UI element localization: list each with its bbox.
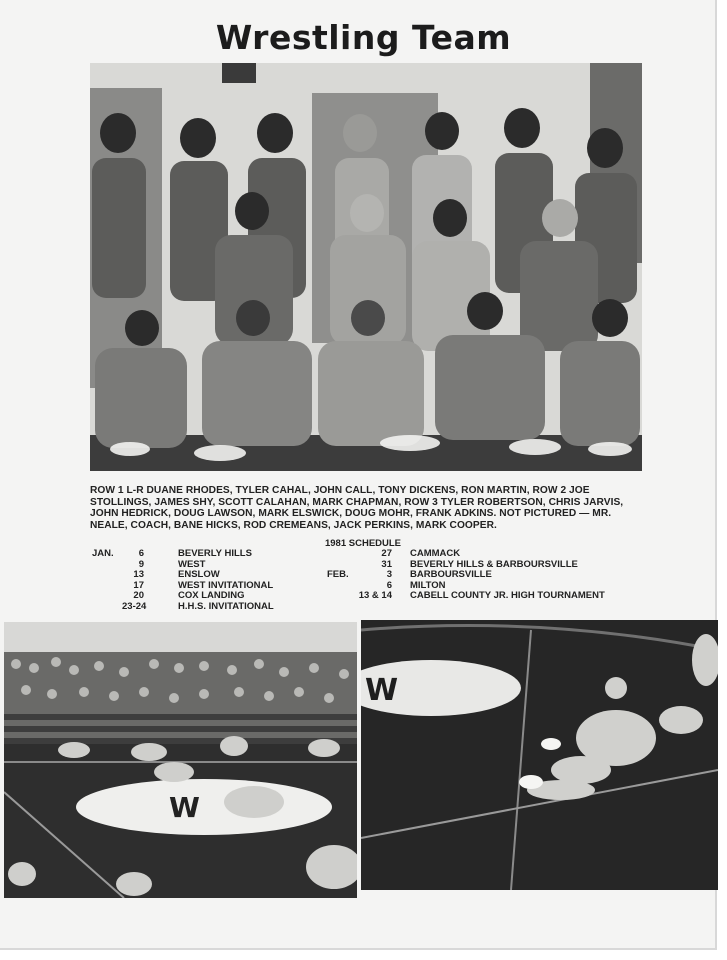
schedule-row <box>322 591 622 602</box>
schedule-day: 20 <box>133 590 144 602</box>
schedule-opponent: BEVERLY HILLS <box>178 548 252 559</box>
schedule-opponent: H.H.S. INVITATIONAL <box>178 600 274 612</box>
schedule-day: 9 <box>138 558 144 570</box>
schedule-row <box>92 602 312 613</box>
schedule-title: 1981 SCHEDULE <box>324 538 402 549</box>
page-title: Wrestling Team <box>215 18 512 57</box>
schedule-month: FEB. <box>327 569 349 581</box>
schedule-opponent: ENSLOW <box>178 569 220 581</box>
schedule-opponent: COX LANDING <box>178 590 245 602</box>
schedule-opponent: MILTON <box>410 579 446 591</box>
schedule-day: 3 <box>386 569 392 581</box>
schedule-opponent: WEST INVITATIONAL <box>178 579 274 591</box>
schedule-row <box>322 570 622 581</box>
schedule-opponent: WEST <box>178 558 206 570</box>
schedule-day: 17 <box>133 579 144 591</box>
schedule-day: 31 <box>381 558 392 570</box>
schedule-day: 6 <box>386 579 392 591</box>
schedule-opponent: CABELL COUNTY JR. HIGH TOURNAMENT <box>410 590 605 602</box>
schedule-row <box>322 549 622 560</box>
team-photo <box>90 63 642 471</box>
schedule-opponent: CAMMACK <box>410 548 461 559</box>
schedule-row <box>92 549 312 560</box>
schedule-opponent: BEVERLY HILLS & BARBOURSVILLE <box>410 558 578 570</box>
schedule-day: 6 <box>138 548 144 559</box>
team-roster-caption: ROW 1 L-R DUANE RHODES, TYLER CAHAL, JOHN CALL, TONY DICKENS, RON MARTIN, ROW 2 JOE STOLLINGS, JAMES SHY, SCOTT CALAHAN, MARK CHAPMAN, ROW 3 TYLER ROBERTSON, CHRIS JARVIS, JOHN HEDRICK, DOUG LAWSON, MARK ELSWICK, DOUG MOHR, FRANK ADKINS. NOT PICTURED — MR. NEALE, COACH, BANE HICKS, ROD CREMEANS, JACK PERKINS, MARK COOPER. <box>90 485 624 531</box>
schedule-day: 13 & 14 <box>358 590 392 602</box>
schedule-day: 23-24 <box>122 600 147 612</box>
mat-match-photo <box>361 620 718 890</box>
schedule-day: 13 <box>133 569 144 581</box>
schedule-month: JAN. <box>92 548 114 559</box>
schedule-day: 27 <box>381 548 392 559</box>
gym-match-photo <box>4 622 357 898</box>
schedule-opponent: BARBOURSVILLE <box>410 569 492 581</box>
schedule-right-column <box>322 549 622 602</box>
svg-text:W: W <box>169 791 200 824</box>
svg-text:W: W <box>365 673 399 708</box>
schedule-left-column <box>92 549 312 613</box>
